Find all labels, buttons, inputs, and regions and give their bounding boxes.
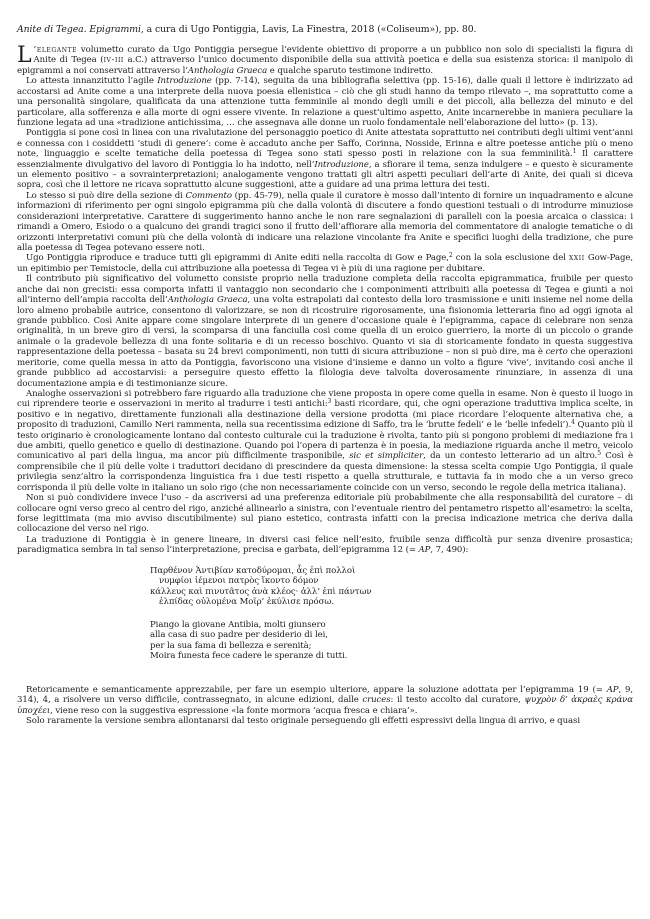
footnote-ref: 4	[571, 419, 575, 427]
footnote-ref: 1	[572, 148, 577, 156]
paragraph-gender-studies: Pontiggia si pone così in linea con una rivalutazione del personaggio poetico di Anite attestata soprattutto nei contributi degli ultimi vent’anni e connessa con i cosiddetti ‘studi di genere’: come è accaduto anche per Saffo, Corinna, Nosside, Erinna e altre poetesse antiche più o meno note, linguaggio e scelte tematiche della poetessa di Tegea sono stati spesso posti in relazione con la sua femminilità.$^1$ Il carattere essenzialmente divulgativo del lavoro di Pontiggia lo ha indotto, nell’Introduzione, a sfiorare il tema, senza indulgere – e questo è sicuramente un elemento positivo – a sovrainterpretazioni; analogamente vengono trattati gli altri aspetti peculiari dell’arte di Anite, dei quali si diceva sopra, così che il lettore ne ricava soprattutto alcune suggestioni, atte a guidare ad una prima lettura dei testi.	[17, 128, 633, 191]
translation-line: per la sua fama di bellezza e serenità;	[150, 640, 312, 651]
review-header	[17, 24, 633, 36]
footnote-ref: 5	[597, 450, 601, 458]
italian-translation	[17, 620, 633, 662]
paragraph-epigramma-19: Retoricamente e semanticamente apprezzabile, per fare un esempio ulteriore, appare la soluzione adottata per l’epigramma 19 (= AP, 9, 314), 4, a risolvere un verso difficile, contrassegnato, in alcune edizioni, dalle cruces: il testo accolto dal curatore, ψυχρὸν δ’ ἀκραὲς κράνα ὑποχέει, viene reso con la suggestiva espressione «la fonte mormora ‘acqua fresca e chiara’».	[17, 684, 633, 716]
paragraph-introduzione: Lo attesta innanzitutto l’agile Introduzione (pp. 7-14), seguita da una bibliografia selettiva (pp. 15-16), dalle quali il lettore è indirizzato ad accostarsi ad Anite come a una interprete della nuova poesia ellenistica – ciò che gli studi hanno da tempo rilevato –, ma soprattutto come a una personalità singolare, qualificata da una attenzione tutta femminile al mondo degli umili e dei piccoli, alla bellezza del minuto e del particolare, alla sofferenza e alla morte di ogni essere vivente. In relazione a quest’ultimo aspetto, Anite incarnerebbe in maniera peculiare la funzione legata ad una «tradizione antichissima, … che assegnava alle donne un ruolo fondamentale nell’elaborazione del lutto» (p. 13).	[17, 76, 633, 128]
translation-line: alla casa di suo padre per desiderio di lei,	[150, 630, 328, 641]
paragraph-contributo: Il contributo più significativo del volumetto consiste proprio nella traduzione completa della raccolta epigrammatica, fruibile per questo anche dai non grecisti: essa comporta infatti il vantaggio non secondario che i componimenti attribuiti alla poetessa di Tegea e giunti a noi all’interno dell’ampia raccolta dell’Anthologia Graeca, una volta estrapolati dal contesto della loro trasmissione e uniti insieme nel nome della loro almeno probabile autrice, consentono di valorizzare, se non di ricostruire rigorosamente, una fisionomia letteraria fino ad oggi ignota al grande pubblico. Così Anite appare come singolare interprete di un genere d’occasione quale è l’epigramma, capace di celebrare non senza originalità, in un breve giro di versi, la scomparsa di una fanciulla così come quella di un eroico guerriero, la morte di un piccolo o grande animale o la gradevole bellezza di una fonte solitaria e di un recesso boschivo. Quanto vi sia di storicamente fondato in questa suggestiva rappresentazione della poetessa – basata su 24 brevi componimenti, non tutti di sicura attribuzione – non si può dire, ma è certo che operazioni meritorie, come quella messa in atto da Pontiggia, favoriscono una visione d’insieme e danno un volto a figure ‘vive’, invitando così anche il grande pubblico ad accostarvisi: a perseguire questo effetto la filologia deve talvolta doverosamente rinunziare, in assenza di una documentazione ampia e di testimonianze sicure.	[17, 274, 633, 389]
greek-line: ἐλπίδας οὐλομένα Μοῖρ’ ἐκύλισε πρόσω.	[159, 597, 334, 608]
translation-line: Piango la giovane Antibia, molti giunsero	[150, 619, 326, 630]
footnote-ref: 3	[327, 398, 332, 406]
greek-line: νυμφίοι ἱέμενοι πατρὸς ἵκοντο δόμον	[159, 576, 319, 587]
paragraph-closing: Solo raramente la versione sembra allontanarsi dal testo originale perseguendo gli effetti espressivi della lingua di arrivo, e quasi	[26, 715, 580, 726]
translation-line: Moira funesta fece cadere le speranze di tutti.	[150, 651, 348, 662]
paragraph-layout-verso: Non si può condividere invece l’uso – da ascriversi ad una preferenza editoriale più probabilmente che alla responsabilità del curatore – di collocare ogni verso greco al centro del rigo, anziché allinearlo a sinistra, con l’eventuale rientro del pentametro rispetto all’esametro: la scelta, forse legittimata (ma mio avviso discutibilmente) sul piano estetico, contrasta infatti con la precisa indicazione metrica che deriva dalla collocazione del verso nel rigo.	[17, 493, 633, 535]
greek-line: Παρθένον Ἀντιβίαν κατοδύρομαι, ἇς ἐπὶ πολλοὶ	[150, 565, 356, 576]
paragraph-epigramma-12: La traduzione di Pontiggia è in genere lineare, in diversi casi felice nell’esito, fruibile senza difficoltà pur senza divenire prosastica; paradigmatica sembra in tal senso l’interpretazione, precisa e garbata, dell’epigramma 12 (= AP, 7, 490):	[17, 534, 633, 556]
book-title: Anite di Tegea. Epigrammi	[17, 24, 141, 35]
book-details: , a cura di Ugo Pontiggia, Lavis, La Finestra, 2018 («Coliseum»), pp. 80.	[140, 24, 477, 35]
greek-epigram	[17, 566, 633, 608]
paragraph-intro: L ’elegante volumetto curato da Ugo Pontiggia persegue l’evidente obiettivo di proporre a un pubblico non solo di specialisti la figura di Anite di Tegea (iv-iii a.C.) attraverso l’unico documento disponibile della sua attività poetica e della sua esistenza storica: il manipolo di epigrammi a noi conservati attraverso l’Anthologia Graeca e qualche sparuto testimone indiretto.	[17, 43, 633, 76]
paragraph-traduzione-teoria: Analoghe osservazioni si potrebbero fare riguardo alla traduzione che viene proposta in opere come quella in esame. Non è questo il luogo in cui riprendere teorie e osservazioni in merito al tradurre i testi antichi:$^3$ basti ricordare, qui, che ogni operazione traduttiva implica scelte, in positivo e in negativo, direttamente funzionali alla destinazione della versione prodotta (mi piace ricordare l’eloquente alternativa che, a proposito di traduzioni, Camillo Neri rammenta, nella sua recentissima edizione di Saffo, tra le ‘brutte fedeli’ e le ‘belle infedeli’).$^4$ Quanto più il testo originario è cronologicamente lontano dal contesto culturale cui la traduzione è rivolta, tanto più si pongono problemi di mediazione fra i due ambiti, quello genetico e quello di destinazione. Quando poi l’opera di partenza è in poesia, la mediazione riguarda anche il metro, veicolo comunicativo al pari della lingua, ma ancor più difficilmente trasponibile, sic et simpliciter, da un contesto letterario ad un altro.$^5$ Così è comprensibile che il più delle volte i traduttori decidano di prescindere da questa dimensione: la stessa scelta compie Ugo Pontiggia, il quale privilegia senz’altro la corrispondenza linguistica fra i due testi rispetto a quella strutturale, e tuttavia fa in modo che a un verso greco corrisponda il più delle volte in italiano un solo rigo (che non necessariamente coincide con un verso, secondo le regole della metrica italiana).	[17, 388, 633, 493]
footnote-ref: 2	[448, 252, 453, 260]
review-page	[17, 24, 633, 726]
drop-cap: L	[17, 43, 32, 68]
paragraph-commento: Lo stesso si può dire della sezione di Commento (pp. 45-79), nella quale il curatore è mosso dall’intento di fornire un inquadramento e alcune informazioni di riferimento per ogni singolo epigramma più che dalla volontà di discutere a fondo questioni testuali o di introdurre minuziose considerazioni interpretative. Carattere di suggerimento hanno anche le non rare segnalazioni di paralleli con la poesia arcaica o classica: i rimandi a Omero, Esiodo o a qualcuno dei grandi tragici sono il frutto dell’affiorare alla memoria del commentatore di analogie tematiche o di orizzonti interpretativi comuni più che della volontà di indicare una relazione vincolante fra Anite e specifici luoghi della tradizione, che pure alla poetessa di Tegea potevano essere noti.	[17, 190, 633, 254]
paragraph-gow-page: Ugo Pontiggia riproduce e traduce tutti gli epigrammi di Anite editi nella raccolta di Gow e Page,$^2$ con la sola esclusione del xxii Gow-Page, un epitimbio per Temistocle, della cui attribuzione alla poetessa di Tegea vi è più di una ragione per dubitare.	[17, 252, 633, 274]
greek-line: κάλλευς καὶ πινυτᾶτος ἀνὰ κλέος· ἀλλ’ ἐπὶ πάντων	[150, 586, 372, 597]
